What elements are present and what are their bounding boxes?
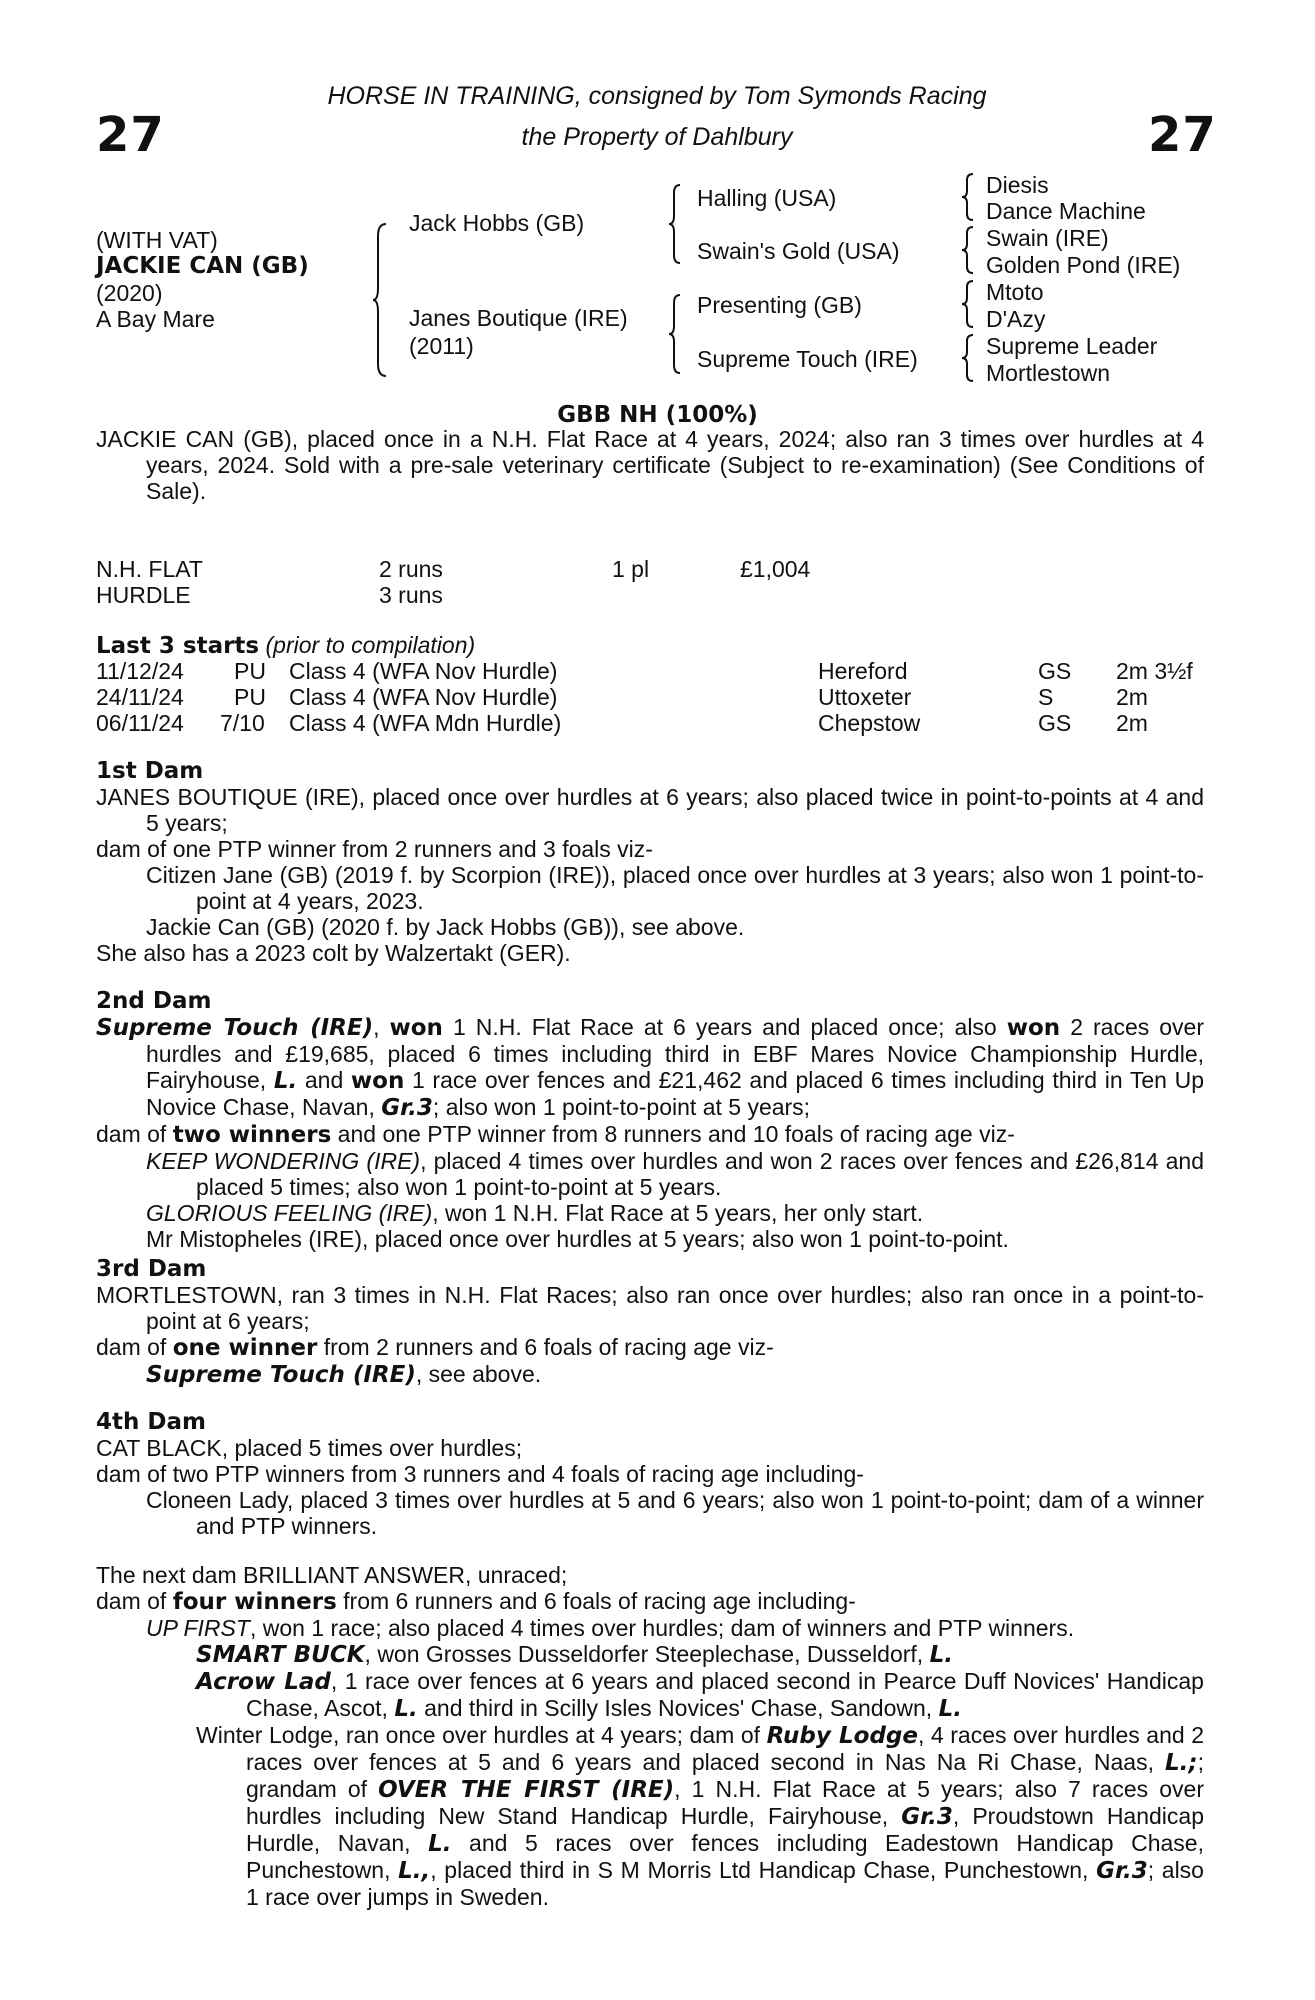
vat-note: (WITH VAT)	[96, 227, 218, 253]
start-going: GS	[1038, 658, 1072, 684]
third-dam-offspring-1	[96, 1361, 1204, 1388]
ggp-5: Mtoto	[986, 279, 1044, 305]
ggp-2: Dance Machine	[986, 198, 1146, 224]
start-course: Chepstow	[818, 710, 921, 736]
pedigree-brace-dd	[961, 333, 975, 383]
pedigree-brace-ds	[961, 279, 975, 329]
last-starts-title: Last 3 starts	[96, 633, 260, 659]
text: dam of	[96, 1120, 173, 1147]
fourth-dam-text: CAT BLACK, placed 5 times over hurdles;	[96, 1434, 523, 1461]
first-dam-section	[96, 758, 1204, 966]
text: and one PTP winner from 8 runners and 10 foals of racing age viz-	[331, 1120, 1015, 1147]
offspring-name: GLORIOUS FEELING (IRE)	[146, 1199, 433, 1226]
lot-number-left: 27	[96, 107, 165, 163]
offspring-name: Supreme Touch (IRE)	[146, 1361, 416, 1388]
horse-description: A Bay Mare	[96, 306, 215, 332]
last-starts-note: (prior to compilation)	[265, 632, 476, 658]
sire: Jack Hobbs (GB)	[409, 210, 585, 236]
last-starts-table	[96, 658, 1206, 738]
text: 1 N.H. Flat Race at 6 years and placed once; also	[442, 1013, 1007, 1040]
sire-dam: Swain's Gold (USA)	[697, 238, 900, 264]
first-dam-note: She also has a 2023 colt by Walzertakt (GER).	[96, 939, 571, 966]
ggp-6: D'Azy	[986, 306, 1046, 332]
record-earnings-1: £1,004	[740, 556, 811, 582]
first-dam-text: JANES BOUTIQUE (IRE), placed once over hurdles at 6 years; also placed twice in point-to-points at 4 and 5 years;	[96, 783, 1204, 836]
next-dam-grandchild-2	[96, 1668, 1204, 1722]
start-going: S	[1038, 684, 1054, 710]
start-distance: 2m	[1116, 710, 1148, 736]
second-dam-heading: 2nd Dam	[96, 988, 212, 1014]
consignor-line: HORSE IN TRAINING, consigned by Tom Symonds Racing	[327, 82, 987, 110]
text: dam of	[96, 1587, 173, 1614]
start-race: Class 4 (WFA Nov Hurdle)	[289, 658, 558, 684]
dam-dam: Supreme Touch (IRE)	[697, 346, 918, 372]
listed-mark: L.	[428, 1830, 452, 1857]
group3-mark: Gr.3	[901, 1803, 953, 1830]
record-placed-1: 1 pl	[612, 556, 650, 582]
first-dam-offspring-2: Jackie Can (GB) (2020 f. by Jack Hobbs (GB)), see above.	[146, 913, 745, 940]
summary	[96, 426, 1204, 504]
next-dam-grandchild-3	[96, 1722, 1204, 1910]
listed-mark: L.	[273, 1067, 298, 1094]
start-pos: 7/10	[220, 710, 265, 736]
offspring-name: SMART BUCK	[196, 1641, 365, 1668]
offspring-name: OVER THE FIRST (IRE)	[378, 1776, 675, 1803]
offspring-name: Acrow Lad	[196, 1668, 331, 1695]
horse-year: (2020)	[96, 280, 163, 306]
start-going: GS	[1038, 710, 1072, 736]
winners-count: four winners	[172, 1588, 337, 1615]
first-dam-produce: dam of one PTP winner from 2 runners and 3 foals viz-	[96, 835, 653, 862]
next-dam-grandchild-1	[96, 1641, 1204, 1668]
next-dam-text: The next dam BRILLIANT ANSWER, unraced;	[96, 1562, 568, 1588]
text: , won 1 race; also placed 4 times over hurdles; dam of winners and PTP winners.	[249, 1614, 1075, 1641]
text: from 2 runners and 6 foals of racing age viz-	[317, 1333, 774, 1360]
third-dam-text: MORTLESTOWN, ran 3 times in N.H. Flat Races; also ran once over hurdles; also ran once in a point-to-point at 6 years;	[96, 1281, 1204, 1334]
second-dam-name: Supreme Touch (IRE)	[96, 1014, 374, 1041]
listed-mark: L.,	[398, 1857, 431, 1884]
horse-name: JACKIE CAN (GB)	[96, 253, 309, 279]
pedigree-brace-dam	[668, 293, 682, 375]
start-race: Class 4 (WFA Nov Hurdle)	[289, 684, 558, 710]
ggp-3: Swain (IRE)	[986, 225, 1109, 251]
text: , see above.	[415, 1360, 542, 1387]
ggp-4: Golden Pond (IRE)	[986, 252, 1181, 278]
text: ; also won 1 point-to-point at 5 years;	[432, 1093, 811, 1120]
listed-mark: L.	[938, 1695, 962, 1722]
second-dam-offspring-2	[96, 1200, 1204, 1226]
text: ; also 1 race over jumps in Sweden.	[246, 1856, 1204, 1910]
fourth-dam-heading: 4th Dam	[96, 1409, 206, 1435]
text: and	[297, 1066, 351, 1093]
third-dam-section	[96, 1256, 1204, 1388]
start-date: 06/11/24	[96, 710, 184, 736]
group3-mark: Gr.3	[381, 1094, 433, 1121]
next-dam-produce	[96, 1588, 1204, 1615]
text: ,	[373, 1013, 390, 1040]
next-dam-section	[96, 1562, 1204, 1910]
listed-mark: L.	[394, 1695, 418, 1722]
fourth-dam-section	[96, 1409, 1204, 1539]
last-starts-heading	[96, 632, 475, 659]
next-dam-offspring-1	[96, 1615, 1204, 1641]
start-date: 11/12/24	[96, 658, 184, 684]
winners-count: one winner	[172, 1334, 318, 1361]
gbb-status: GBB NH (100%)	[557, 402, 758, 428]
start-course: Uttoxeter	[818, 684, 912, 710]
text: from 6 runners and 6 foals of racing age including-	[336, 1587, 856, 1614]
text: Winter Lodge, ran once over hurdles at 4 years; dam of	[196, 1721, 767, 1748]
second-dam-offspring-1	[96, 1148, 1204, 1200]
winners-count: two winners	[172, 1121, 332, 1148]
dam-sire: Presenting (GB)	[697, 292, 862, 318]
text: , placed 4 times over hurdles and won 2 races over fences and £26,814 and placed 5 times; also won 1 point-to-point at 5 years.	[196, 1147, 1205, 1200]
fourth-dam-offspring-1: Cloneen Lady, placed 3 times over hurdles at 5 and 6 years; also won 1 point-to-point; dam of a winner and PTP winners.	[146, 1486, 1204, 1539]
start-pos: PU	[234, 684, 266, 710]
text: , Proudstown Handicap Hurdle, Navan,	[246, 1802, 1204, 1856]
text: , 1 N.H. Flat Race at 5 years; also 7 races over hurdles including New Stand Handicap Hurdle, Fairyhouse,	[246, 1775, 1204, 1829]
sire-sire: Halling (USA)	[697, 185, 837, 211]
third-dam-heading: 3rd Dam	[96, 1256, 207, 1282]
second-dam-section	[96, 988, 1204, 1252]
text: , won Grosses Dusseldorfer Steeplechase, Dusseldorf,	[364, 1640, 930, 1667]
text: , 1 race over fences at 6 years and placed second in Pearce Duff Novices' Handicap Chase, Ascot,	[246, 1667, 1204, 1721]
ggp-8: Mortlestown	[986, 360, 1110, 386]
record-type-2: HURDLE	[96, 582, 191, 608]
start-pos: PU	[234, 658, 266, 684]
first-dam-heading: 1st Dam	[96, 758, 204, 784]
text: 1 race over fences and £21,462 and placed 6 times including third in Ten Up Novice Chase, Navan,	[146, 1066, 1204, 1120]
offspring-name: UP FIRST	[146, 1614, 250, 1641]
start-race: Class 4 (WFA Mdn Hurdle)	[289, 710, 562, 736]
record-runs-1: 2 runs	[379, 556, 443, 582]
ggp-7: Supreme Leader	[986, 333, 1158, 359]
text: , placed third in S M Morris Ltd Handicap Chase, Punchestown,	[430, 1856, 1097, 1883]
won-label: won	[1006, 1014, 1061, 1041]
second-dam-text	[96, 1014, 1204, 1121]
pedigree-brace-sire	[668, 183, 682, 265]
start-date: 24/11/24	[96, 684, 184, 710]
text: 2 races over hurdles and £19,685, placed 6 times including third in EBF Mares Novice Championship Hurdle, Fairyhouse,	[146, 1013, 1205, 1093]
offspring-name: KEEP WONDERING (IRE)	[146, 1147, 421, 1174]
listed-mark: L.;	[1165, 1749, 1198, 1776]
ggp-1: Diesis	[986, 172, 1049, 198]
text: and third in Scilly Isles Novices' Chase, Sandown,	[417, 1694, 939, 1721]
start-course: Hereford	[818, 658, 908, 684]
dam-year: (2011)	[409, 333, 474, 359]
dam: Janes Boutique (IRE)	[409, 305, 628, 331]
text: ; grandam of	[246, 1748, 1204, 1802]
second-dam-offspring-3: Mr Mistopheles (IRE), placed once over hurdles at 5 years; also won 1 point-to-point.	[146, 1225, 1009, 1252]
text: , 4 races over hurdles and 2 races over fences at 5 and 6 years and placed second in Nas Na Ri Chase, Naas,	[246, 1721, 1205, 1775]
record-type-1: N.H. FLAT	[96, 556, 203, 582]
text: and 5 races over fences including Eadestown Handicap Chase, Punchestown,	[246, 1829, 1204, 1883]
pedigree-brace-sd	[961, 225, 975, 275]
summary-text: JACKIE CAN (GB), placed once in a N.H. Flat Race at 4 years, 2024; also ran 3 times over hurdles at 4 years, 2024. Sold with a pre-sale veterinary certificate (Subject to re-examination) (See Conditions of Sale).	[96, 426, 1204, 504]
won-label: won	[350, 1067, 405, 1094]
pedigree-brace-main	[372, 222, 388, 378]
first-dam-offspring-1: Citizen Jane (GB) (2019 f. by Scorpion (IRE)), placed once over hurdles at 3 years; also won 1 point-to-point at 4 years, 2023.	[146, 861, 1204, 914]
third-dam-produce	[96, 1334, 1204, 1361]
pedigree-brace-ss	[961, 172, 975, 222]
listed-mark: L.	[929, 1641, 953, 1668]
property-line: the Property of Dahlbury	[521, 123, 793, 151]
offspring-name: Ruby Lodge	[766, 1722, 918, 1749]
text: dam of	[96, 1333, 173, 1360]
group3-mark: Gr.3	[1096, 1857, 1148, 1884]
second-dam-produce	[96, 1121, 1204, 1148]
start-distance: 2m	[1116, 684, 1148, 710]
won-label: won	[389, 1014, 443, 1041]
record-runs-2: 3 runs	[379, 582, 443, 608]
lot-number-right: 27	[1148, 107, 1217, 163]
start-distance: 2m 3½f	[1116, 658, 1193, 684]
fourth-dam-produce: dam of two PTP winners from 3 runners and 4 foals of racing age including-	[96, 1460, 864, 1487]
text: , won 1 N.H. Flat Race at 5 years, her only start.	[432, 1199, 924, 1226]
